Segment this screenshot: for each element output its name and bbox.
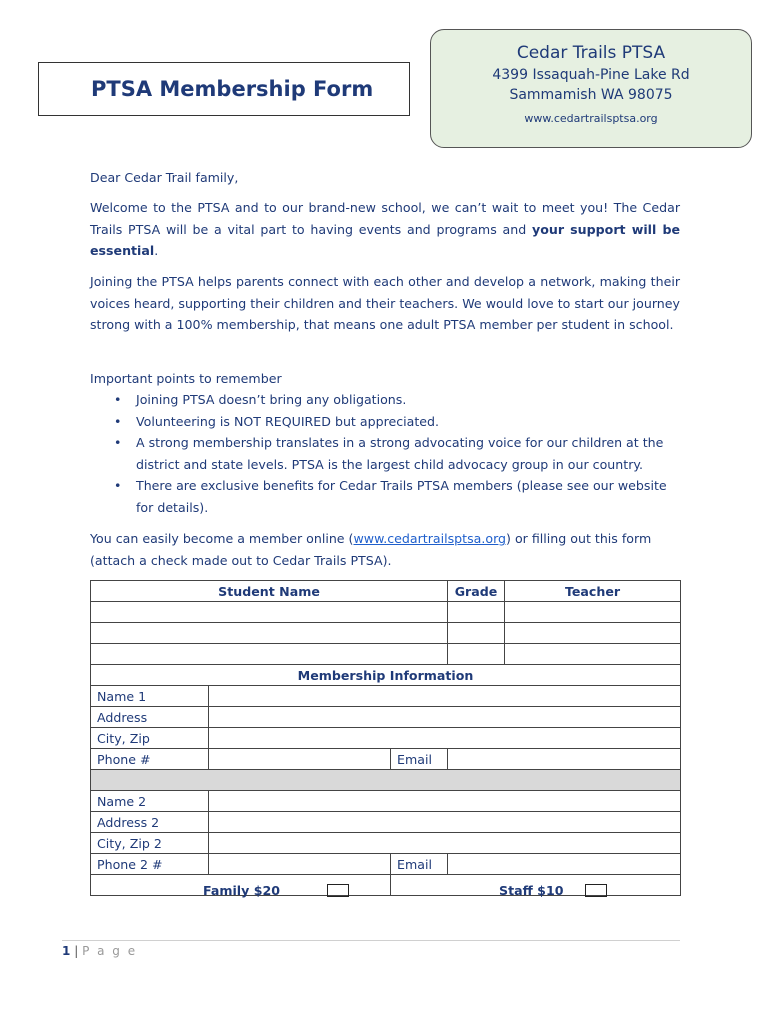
online-instructions: You can easily become a member online (www.cedartrailsptsa.org) or filling out this form (attach a check made out to Cedar Trails PTSA).: [90, 531, 652, 568]
form-title-text: PTSA Membership Form: [91, 77, 374, 101]
address1-label: Address: [91, 707, 209, 728]
grade-input[interactable]: [448, 602, 505, 623]
membership-info-heading: Membership Information: [91, 665, 681, 686]
email2-label: Email: [391, 854, 448, 875]
joining-paragraph: Joining the PTSA helps parents connect with each other and develop a network, making their voices heard, supporting their children and their teachers. We would love to start our journey strong with a 100% membership, that means one adult PTSA member per student in school.: [90, 274, 680, 332]
welcome-end: .: [154, 243, 159, 258]
welcome-paragraph: [90, 197, 680, 262]
address2-input[interactable]: [209, 812, 681, 833]
grade-header: Grade: [448, 581, 505, 602]
membership-form-table: [90, 580, 681, 896]
family-fee-cell: [91, 875, 391, 896]
city-zip1-label: City, Zip: [91, 728, 209, 749]
list-item: • A strong membership translates in a strong advocating voice for our children at the district and state levels. PTSA is the largest child advocacy group in our country.: [90, 432, 680, 475]
teacher-input[interactable]: [505, 644, 681, 665]
student-row: [91, 623, 681, 644]
student-name-header: Student Name: [91, 581, 448, 602]
org-address-line1: 4399 Issaquah-Pine Lake Rd: [492, 67, 690, 83]
footer-divider: [62, 940, 680, 941]
page-label: P a g e: [82, 944, 138, 958]
teacher-input[interactable]: [505, 602, 681, 623]
form-title: [38, 62, 410, 116]
student-row: [91, 602, 681, 623]
address2-label: Address 2: [91, 812, 209, 833]
staff-fee-cell: [391, 875, 681, 896]
family-fee-checkbox[interactable]: [327, 884, 349, 897]
staff-fee-label: Staff $10: [499, 883, 564, 898]
points-heading: Important points to remember: [90, 371, 282, 386]
grade-input[interactable]: [448, 644, 505, 665]
organization-info-box: [430, 29, 752, 148]
page-number: 1: [62, 944, 71, 958]
grade-input[interactable]: [448, 623, 505, 644]
bullet-icon: •: [114, 413, 122, 429]
list-item: • Volunteering is NOT REQUIRED but appreciated.: [90, 411, 680, 433]
bullet-icon: •: [114, 392, 122, 407]
student-name-input[interactable]: [91, 623, 448, 644]
student-name-input[interactable]: [91, 602, 448, 623]
name2-label: Name 2: [91, 791, 209, 812]
section-divider: [91, 770, 681, 791]
phone1-label: Phone #: [91, 749, 209, 770]
org-website[interactable]: www.cedartrailsptsa.org: [524, 112, 658, 125]
name2-input[interactable]: [209, 791, 681, 812]
welcome-text: Welcome to the PTSA and to our brand-new school, we can’t wait to meet you! The Cedar Trails PTSA will be a vital part to having events and programs and: [90, 200, 680, 237]
greeting: Dear Cedar Trail family,: [90, 170, 239, 185]
staff-fee-checkbox[interactable]: [585, 884, 607, 897]
city-zip1-input[interactable]: [209, 728, 681, 749]
family-fee-label: Family $20: [203, 883, 281, 898]
city-zip2-input[interactable]: [209, 833, 681, 854]
teacher-header: Teacher: [505, 581, 681, 602]
email1-label: Email: [391, 749, 448, 770]
list-item: • Joining PTSA doesn’t bring any obligations.: [90, 389, 680, 411]
name1-label: Name 1: [91, 686, 209, 707]
phone2-input[interactable]: [209, 854, 391, 875]
bullet-icon: •: [114, 478, 122, 493]
phone1-input[interactable]: [209, 749, 391, 770]
address1-input[interactable]: [209, 707, 681, 728]
city-zip2-label: City, Zip 2: [91, 833, 209, 854]
website-link[interactable]: www.cedartrailsptsa.org: [353, 531, 507, 546]
teacher-input[interactable]: [505, 623, 681, 644]
name1-input[interactable]: [209, 686, 681, 707]
footer-separator: |: [74, 944, 79, 958]
page-footer: [62, 944, 137, 958]
student-name-input[interactable]: [91, 644, 448, 665]
student-row: [91, 644, 681, 665]
list-item: • There are exclusive benefits for Cedar Trails PTSA members (please see our website for details).: [90, 475, 680, 518]
email2-input[interactable]: [448, 854, 681, 875]
important-points-list: [90, 389, 680, 518]
org-address-line2: Sammamish WA 98075: [509, 87, 673, 103]
org-name: Cedar Trails PTSA: [516, 43, 666, 63]
email1-input[interactable]: [448, 749, 681, 770]
support-emphasis: your support will be essential: [90, 221, 680, 258]
phone2-label: Phone 2 #: [91, 854, 209, 875]
bullet-icon: •: [114, 435, 122, 450]
